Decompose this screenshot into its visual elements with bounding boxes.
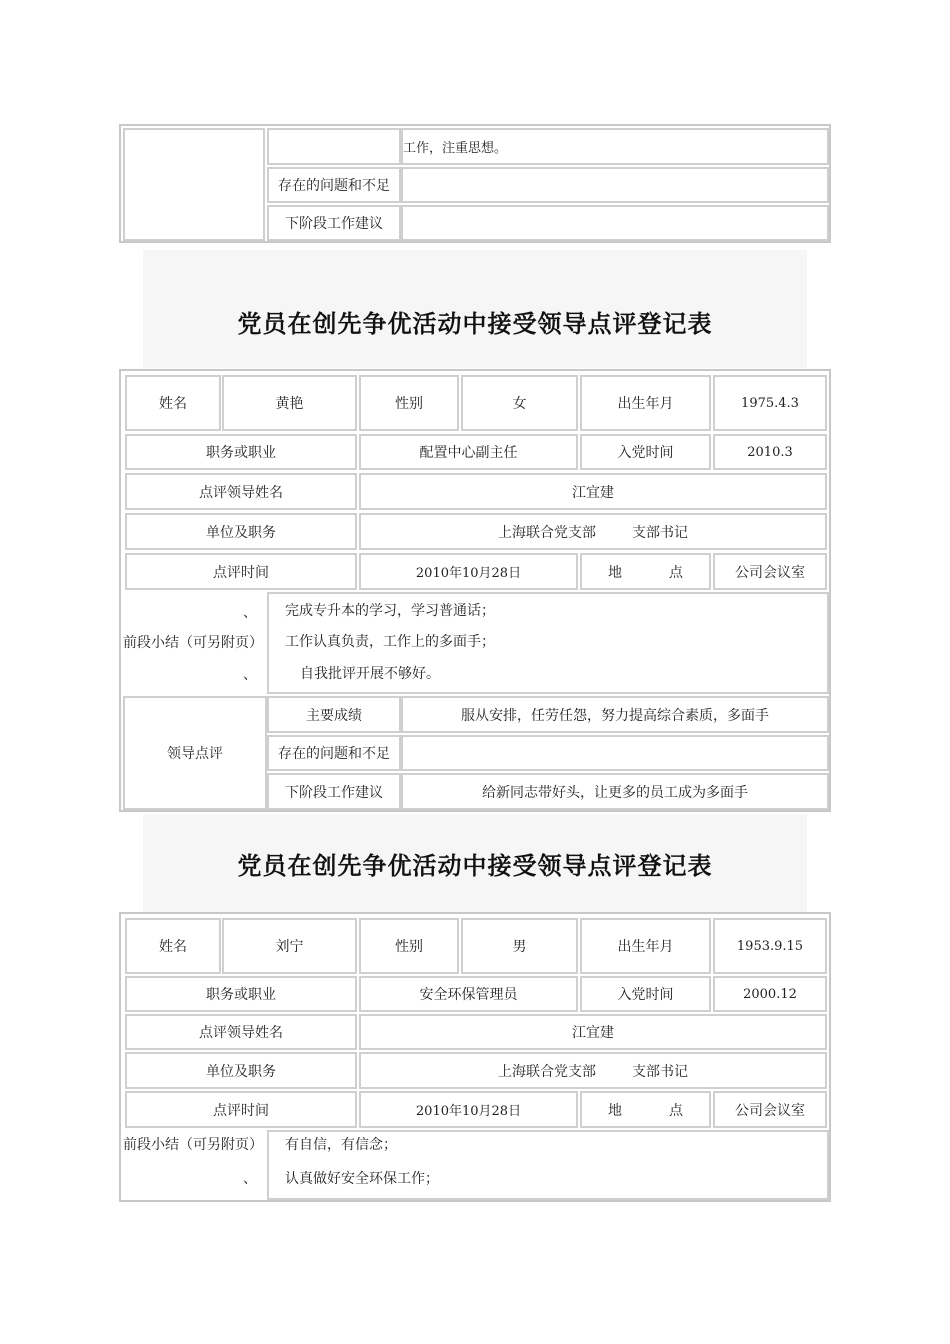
form1-birth-label: 出生年月	[580, 375, 711, 431]
form1-summary-line-2: 工作认真负责，工作上的多面手；	[285, 634, 495, 650]
form2-unit-label: 单位及职务	[125, 1052, 357, 1089]
form1-gender-value: 女	[461, 375, 578, 431]
form1-join-value: 2010.3	[713, 434, 827, 470]
form1-problems-value	[401, 735, 829, 771]
continued-blank-label-cell	[267, 128, 401, 165]
form1-summary-line-1: 完成专升本的学习，学习普通话；	[285, 603, 495, 619]
form1-summary-line-3: 自我批评开展不够好。	[300, 666, 440, 682]
form2-time-label: 点评时间	[125, 1091, 357, 1128]
form1-summary-mark2: 、	[243, 667, 257, 683]
form1-name-value: 黄艳	[222, 375, 357, 431]
form1-review-label-cell: 领导点评	[123, 696, 267, 810]
form2-unit-value: 上海联合党支部 支部书记	[359, 1052, 827, 1089]
form1-time-value: 2010年10月28日	[359, 553, 578, 590]
form1-leader-label: 点评领导姓名	[125, 473, 357, 510]
form1-unit-value: 上海联合党支部 支部书记	[359, 513, 827, 550]
form2-summary-mark: 、	[243, 1171, 257, 1187]
form2-summary-line-1: 有自信，有信念；	[285, 1137, 397, 1153]
form1-achieve-label: 主要成绩	[267, 696, 401, 733]
form1-place-label: 地 点	[580, 553, 711, 590]
form1-position-label: 职务或职业	[125, 434, 357, 470]
form2-join-value: 2000.12	[713, 976, 827, 1012]
form1-name-label: 姓名	[125, 375, 221, 431]
form2-birth-value: 1953.9.15	[713, 918, 827, 974]
form2-leader-value: 江宜建	[359, 1014, 827, 1050]
form2-join-label: 入党时间	[580, 976, 711, 1012]
form1-next-label: 下阶段工作建议	[267, 773, 401, 810]
form2-summary-line-2: 认真做好安全环保工作；	[285, 1171, 439, 1187]
form1-join-label: 入党时间	[580, 434, 711, 470]
form1-birth-value: 1975.4.3	[713, 375, 827, 431]
form1-time-label: 点评时间	[125, 553, 357, 590]
form1-next-value: 给新同志带好头，让更多的员工成为多面手	[401, 773, 829, 810]
form1-title: 党员在创先争优活动中接受领导点评登记表	[237, 309, 713, 338]
form2-gender-value: 男	[461, 918, 578, 974]
form1-place-value: 公司会议室	[713, 553, 827, 590]
form2-place-value: 公司会议室	[713, 1091, 827, 1128]
form1-summary-mark1: 、	[243, 605, 257, 621]
continued-text-cell	[401, 128, 829, 165]
form2-leader-label: 点评领导姓名	[125, 1014, 357, 1050]
form1-problems-label: 存在的问题和不足	[267, 735, 401, 771]
continued-problems-value	[401, 167, 829, 203]
form1-leader-value: 江宜建	[359, 473, 827, 510]
form1-achieve-value: 服从安排，任劳任怨，努力提高综合素质，多面手	[401, 696, 829, 733]
continued-text: 工作，注重思想。	[403, 141, 508, 156]
continued-next-label: 下阶段工作建议	[267, 205, 401, 241]
form2-time-value: 2010年10月28日	[359, 1091, 578, 1128]
continued-problems-label: 存在的问题和不足	[267, 167, 401, 203]
form2-table	[119, 912, 831, 1202]
form2-place-label: 地 点	[580, 1091, 711, 1128]
form2-position-value: 安全环保管理员	[359, 976, 578, 1012]
continued-next-value	[401, 205, 829, 241]
form2-position-label: 职务或职业	[125, 976, 357, 1012]
form2-title: 党员在创先争优活动中接受领导点评登记表	[237, 851, 713, 880]
form2-summary-label: 前段小结（可另附页）	[123, 1137, 263, 1153]
form1-table	[119, 369, 831, 812]
form2-birth-label: 出生年月	[580, 918, 711, 974]
form1-unit-label: 单位及职务	[125, 513, 357, 550]
form1-summary-label: 前段小结（可另附页）	[123, 635, 263, 651]
form1-position-value: 配置中心副主任	[359, 434, 578, 470]
continued-table	[119, 124, 831, 243]
form2-name-label: 姓名	[125, 918, 221, 974]
form1-gender-label: 性别	[359, 375, 459, 431]
form2-name-value: 刘宁	[222, 918, 357, 974]
continued-empty-cell	[123, 128, 265, 241]
form2-gender-label: 性别	[359, 918, 459, 974]
